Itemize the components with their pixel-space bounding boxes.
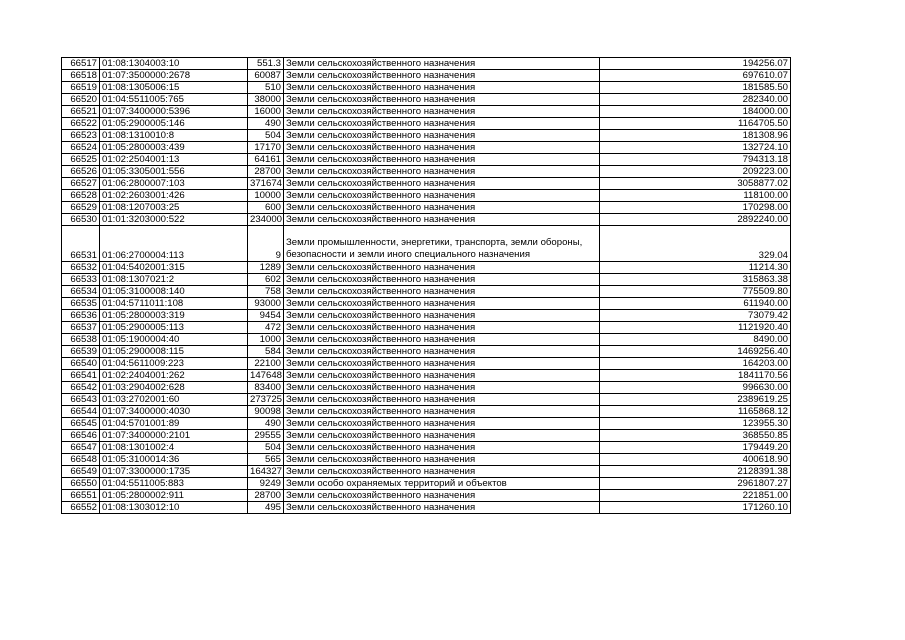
- row-number-cell: 66539: [62, 346, 100, 358]
- area-cell: 29555: [248, 430, 284, 442]
- table-row: [62, 310, 791, 322]
- row-number-cell: 66551: [62, 490, 100, 502]
- row-number-cell: 66529: [62, 202, 100, 214]
- cadastral-value-cell: 315863.38: [600, 274, 791, 286]
- table-row: [62, 82, 791, 94]
- land-category-cell: Земли сельскохозяйственного назначения: [284, 154, 600, 166]
- cadastral-value-cell: 329.04: [600, 226, 791, 262]
- cadastral-value-cell: 209223.00: [600, 166, 791, 178]
- cadastral-value-cell: 1165868.12: [600, 406, 791, 418]
- cadastral-value-cell: 282340.00: [600, 94, 791, 106]
- land-category-cell: Земли сельскохозяйственного назначения: [284, 58, 600, 70]
- area-cell: 10000: [248, 190, 284, 202]
- table-row: [62, 442, 791, 454]
- table-row: [62, 298, 791, 310]
- cadastral-number-cell: 01:04:5402001:315: [100, 262, 248, 274]
- land-category-cell: Земли промышленности, энергетики, транспорта, земли обороны, безопасности и земли иного специального назначения: [284, 226, 600, 262]
- cadastral-value-cell: 194256.07: [600, 58, 791, 70]
- table-row: [62, 322, 791, 334]
- land-category-cell: Земли сельскохозяйственного назначения: [284, 322, 600, 334]
- cadastral-number-cell: 01:06:2800007:103: [100, 178, 248, 190]
- land-category-cell: Земли сельскохозяйственного назначения: [284, 274, 600, 286]
- land-category-cell: Земли сельскохозяйственного назначения: [284, 178, 600, 190]
- area-cell: 758: [248, 286, 284, 298]
- area-cell: 551.3: [248, 58, 284, 70]
- cadastral-number-cell: 01:04:5711011:108: [100, 298, 248, 310]
- cadastral-number-cell: 01:03:2904002:628: [100, 382, 248, 394]
- land-category-cell: Земли сельскохозяйственного назначения: [284, 298, 600, 310]
- table-row: [62, 214, 791, 226]
- land-category-cell: Земли сельскохозяйственного назначения: [284, 490, 600, 502]
- row-number-cell: 66523: [62, 130, 100, 142]
- cadastral-number-cell: 01:08:1301002:4: [100, 442, 248, 454]
- land-category-cell: Земли сельскохозяйственного назначения: [284, 358, 600, 370]
- area-cell: 600: [248, 202, 284, 214]
- area-cell: 16000: [248, 106, 284, 118]
- area-cell: 28700: [248, 490, 284, 502]
- table-row: [62, 334, 791, 346]
- land-category-cell: Земли сельскохозяйственного назначения: [284, 82, 600, 94]
- row-number-cell: 66527: [62, 178, 100, 190]
- land-plots-table: [61, 57, 791, 514]
- table-row: [62, 226, 791, 262]
- area-cell: 90098: [248, 406, 284, 418]
- row-number-cell: 66542: [62, 382, 100, 394]
- cadastral-value-cell: 181585.50: [600, 82, 791, 94]
- table-row: [62, 70, 791, 82]
- table-row: [62, 178, 791, 190]
- area-cell: 510: [248, 82, 284, 94]
- land-category-cell: Земли сельскохозяйственного назначения: [284, 334, 600, 346]
- row-number-cell: 66552: [62, 502, 100, 514]
- area-cell: 9249: [248, 478, 284, 490]
- table-row: [62, 154, 791, 166]
- row-number-cell: 66532: [62, 262, 100, 274]
- area-cell: 1289: [248, 262, 284, 274]
- land-category-cell: Земли сельскохозяйственного назначения: [284, 466, 600, 478]
- table-row: [62, 130, 791, 142]
- table-row: [62, 346, 791, 358]
- area-cell: 371674: [248, 178, 284, 190]
- area-cell: 273725: [248, 394, 284, 406]
- table-row: [62, 466, 791, 478]
- row-number-cell: 66530: [62, 214, 100, 226]
- cadastral-number-cell: 01:05:2900008:115: [100, 346, 248, 358]
- land-category-cell: Земли сельскохозяйственного назначения: [284, 382, 600, 394]
- row-number-cell: 66525: [62, 154, 100, 166]
- area-cell: 472: [248, 322, 284, 334]
- row-number-cell: 66537: [62, 322, 100, 334]
- row-number-cell: 66543: [62, 394, 100, 406]
- table-row: [62, 370, 791, 382]
- land-category-cell: Земли особо охраняемых территорий и объектов: [284, 478, 600, 490]
- table-row: [62, 142, 791, 154]
- table-row: [62, 274, 791, 286]
- cadastral-number-cell: 01:08:1310010:8: [100, 130, 248, 142]
- cadastral-value-cell: 2961807.27: [600, 478, 791, 490]
- row-number-cell: 66548: [62, 454, 100, 466]
- area-cell: 495: [248, 502, 284, 514]
- cadastral-number-cell: 01:05:2800003:319: [100, 310, 248, 322]
- cadastral-value-cell: 221851.00: [600, 490, 791, 502]
- row-number-cell: 66534: [62, 286, 100, 298]
- row-number-cell: 66528: [62, 190, 100, 202]
- cadastral-number-cell: 01:02:2504001:13: [100, 154, 248, 166]
- cadastral-number-cell: 01:06:2700004:113: [100, 226, 248, 262]
- cadastral-value-cell: 170298.00: [600, 202, 791, 214]
- row-number-cell: 66546: [62, 430, 100, 442]
- cadastral-value-cell: 8490.00: [600, 334, 791, 346]
- row-number-cell: 66533: [62, 274, 100, 286]
- table-row: [62, 190, 791, 202]
- cadastral-value-cell: 611940.00: [600, 298, 791, 310]
- row-number-cell: 66547: [62, 442, 100, 454]
- cadastral-value-cell: 179449.20: [600, 442, 791, 454]
- table-row: [62, 490, 791, 502]
- row-number-cell: 66520: [62, 94, 100, 106]
- cadastral-value-cell: 164203.00: [600, 358, 791, 370]
- land-category-cell: Земли сельскохозяйственного назначения: [284, 442, 600, 454]
- cadastral-value-cell: 368550.85: [600, 430, 791, 442]
- cadastral-number-cell: 01:03:2702001:60: [100, 394, 248, 406]
- area-cell: 504: [248, 442, 284, 454]
- table-row: [62, 382, 791, 394]
- land-category-cell: Земли сельскохозяйственного назначения: [284, 286, 600, 298]
- land-category-cell: Земли сельскохозяйственного назначения: [284, 346, 600, 358]
- area-cell: 93000: [248, 298, 284, 310]
- cadastral-number-cell: 01:08:1207003:25: [100, 202, 248, 214]
- row-number-cell: 66550: [62, 478, 100, 490]
- cadastral-number-cell: 01:04:5511005:765: [100, 94, 248, 106]
- row-number-cell: 66538: [62, 334, 100, 346]
- table-row: [62, 478, 791, 490]
- area-cell: 83400: [248, 382, 284, 394]
- land-category-cell: Земли сельскохозяйственного назначения: [284, 418, 600, 430]
- table-row: [62, 106, 791, 118]
- cadastral-value-cell: 697610.07: [600, 70, 791, 82]
- row-number-cell: 66521: [62, 106, 100, 118]
- area-cell: 28700: [248, 166, 284, 178]
- land-category-cell: Земли сельскохозяйственного назначения: [284, 310, 600, 322]
- row-number-cell: 66549: [62, 466, 100, 478]
- cadastral-value-cell: 1164705.50: [600, 118, 791, 130]
- area-cell: 565: [248, 454, 284, 466]
- area-cell: 1000: [248, 334, 284, 346]
- area-cell: 490: [248, 118, 284, 130]
- land-category-cell: Земли сельскохозяйственного назначения: [284, 202, 600, 214]
- table-row: [62, 58, 791, 70]
- cadastral-number-cell: 01:08:1303012:10: [100, 502, 248, 514]
- cadastral-number-cell: 01:05:2900005:146: [100, 118, 248, 130]
- cadastral-value-cell: 171260.10: [600, 502, 791, 514]
- land-category-cell: Земли сельскохозяйственного назначения: [284, 430, 600, 442]
- land-category-cell: Земли сельскохозяйственного назначения: [284, 406, 600, 418]
- cadastral-value-cell: 3058877.02: [600, 178, 791, 190]
- land-category-cell: Земли сельскохозяйственного назначения: [284, 502, 600, 514]
- table-row: [62, 358, 791, 370]
- table-row: [62, 406, 791, 418]
- cadastral-value-cell: 1469256.40: [600, 346, 791, 358]
- cadastral-value-cell: 11214.30: [600, 262, 791, 274]
- cadastral-value-cell: 2389619.25: [600, 394, 791, 406]
- land-category-cell: Земли сельскохозяйственного назначения: [284, 142, 600, 154]
- row-number-cell: 66518: [62, 70, 100, 82]
- row-number-cell: 66526: [62, 166, 100, 178]
- cadastral-number-cell: 01:05:2900005:113: [100, 322, 248, 334]
- cadastral-number-cell: 01:04:5611009:223: [100, 358, 248, 370]
- land-category-cell: Земли сельскохозяйственного назначения: [284, 70, 600, 82]
- cadastral-value-cell: 132724.10: [600, 142, 791, 154]
- row-number-cell: 66524: [62, 142, 100, 154]
- table-row: [62, 502, 791, 514]
- cadastral-number-cell: 01:05:2800002:911: [100, 490, 248, 502]
- cadastral-value-cell: 1841170.56: [600, 370, 791, 382]
- area-cell: 9: [248, 226, 284, 262]
- row-number-cell: 66536: [62, 310, 100, 322]
- land-category-cell: Земли сельскохозяйственного назначения: [284, 370, 600, 382]
- row-number-cell: 66519: [62, 82, 100, 94]
- cadastral-number-cell: 01:05:3100014:36: [100, 454, 248, 466]
- land-category-cell: Земли сельскохозяйственного назначения: [284, 262, 600, 274]
- cadastral-number-cell: 01:08:1304003:10: [100, 58, 248, 70]
- cadastral-value-cell: 181308.96: [600, 130, 791, 142]
- cadastral-number-cell: 01:08:1305006:15: [100, 82, 248, 94]
- cadastral-number-cell: 01:07:3400000:4030: [100, 406, 248, 418]
- cadastral-number-cell: 01:07:3500000:2678: [100, 70, 248, 82]
- cadastral-number-cell: 01:02:2603001:426: [100, 190, 248, 202]
- cadastral-value-cell: 73079.42: [600, 310, 791, 322]
- cadastral-value-cell: 123955.30: [600, 418, 791, 430]
- area-cell: 17170: [248, 142, 284, 154]
- row-number-cell: 66517: [62, 58, 100, 70]
- row-number-cell: 66531: [62, 226, 100, 262]
- table-row: [62, 430, 791, 442]
- area-cell: 164327: [248, 466, 284, 478]
- cadastral-value-cell: 184000.00: [600, 106, 791, 118]
- area-cell: 234000: [248, 214, 284, 226]
- cadastral-number-cell: 01:02:2404001:262: [100, 370, 248, 382]
- area-cell: 490: [248, 418, 284, 430]
- cadastral-value-cell: 400618.90: [600, 454, 791, 466]
- cadastral-value-cell: 2128391.38: [600, 466, 791, 478]
- table-body: [62, 58, 791, 514]
- land-category-cell: Земли сельскохозяйственного назначения: [284, 190, 600, 202]
- row-number-cell: 66522: [62, 118, 100, 130]
- cadastral-value-cell: 2892240.00: [600, 214, 791, 226]
- area-cell: 584: [248, 346, 284, 358]
- land-category-cell: Земли сельскохозяйственного назначения: [284, 394, 600, 406]
- land-category-cell: Земли сельскохозяйственного назначения: [284, 166, 600, 178]
- land-category-cell: Земли сельскохозяйственного назначения: [284, 106, 600, 118]
- cadastral-number-cell: 01:08:1307021:2: [100, 274, 248, 286]
- area-cell: 22100: [248, 358, 284, 370]
- area-cell: 147648: [248, 370, 284, 382]
- cadastral-value-cell: 1121920.40: [600, 322, 791, 334]
- row-number-cell: 66541: [62, 370, 100, 382]
- area-cell: 38000: [248, 94, 284, 106]
- area-cell: 64161: [248, 154, 284, 166]
- cadastral-number-cell: 01:05:3100008:140: [100, 286, 248, 298]
- area-cell: 60087: [248, 70, 284, 82]
- table-row: [62, 94, 791, 106]
- table-row: [62, 418, 791, 430]
- cadastral-number-cell: 01:05:3305001:556: [100, 166, 248, 178]
- table-row: [62, 166, 791, 178]
- table-row: [62, 454, 791, 466]
- cadastral-number-cell: 01:05:1900004:40: [100, 334, 248, 346]
- area-cell: 602: [248, 274, 284, 286]
- land-category-cell: Земли сельскохозяйственного назначения: [284, 454, 600, 466]
- cadastral-value-cell: 794313.18: [600, 154, 791, 166]
- area-cell: 504: [248, 130, 284, 142]
- cadastral-number-cell: 01:07:3300000:1735: [100, 466, 248, 478]
- cadastral-number-cell: 01:05:2800003:439: [100, 142, 248, 154]
- table-row: [62, 202, 791, 214]
- row-number-cell: 66544: [62, 406, 100, 418]
- cadastral-value-cell: 775509.80: [600, 286, 791, 298]
- land-category-cell: Земли сельскохозяйственного назначения: [284, 94, 600, 106]
- table-row: [62, 118, 791, 130]
- land-category-cell: Земли сельскохозяйственного назначения: [284, 130, 600, 142]
- cadastral-number-cell: 01:04:5511005:883: [100, 478, 248, 490]
- area-cell: 9454: [248, 310, 284, 322]
- table-row: [62, 286, 791, 298]
- cadastral-number-cell: 01:07:3400000:5396: [100, 106, 248, 118]
- table-row: [62, 262, 791, 274]
- cadastral-number-cell: 01:07:3400000:2101: [100, 430, 248, 442]
- cadastral-value-cell: 118100.00: [600, 190, 791, 202]
- row-number-cell: 66545: [62, 418, 100, 430]
- land-category-cell: Земли сельскохозяйственного назначения: [284, 118, 600, 130]
- cadastral-value-cell: 996630.00: [600, 382, 791, 394]
- land-category-cell: Земли сельскохозяйственного назначения: [284, 214, 600, 226]
- cadastral-number-cell: 01:04:5701001:89: [100, 418, 248, 430]
- table-row: [62, 394, 791, 406]
- row-number-cell: 66535: [62, 298, 100, 310]
- row-number-cell: 66540: [62, 358, 100, 370]
- cadastral-number-cell: 01:01:3203000:522: [100, 214, 248, 226]
